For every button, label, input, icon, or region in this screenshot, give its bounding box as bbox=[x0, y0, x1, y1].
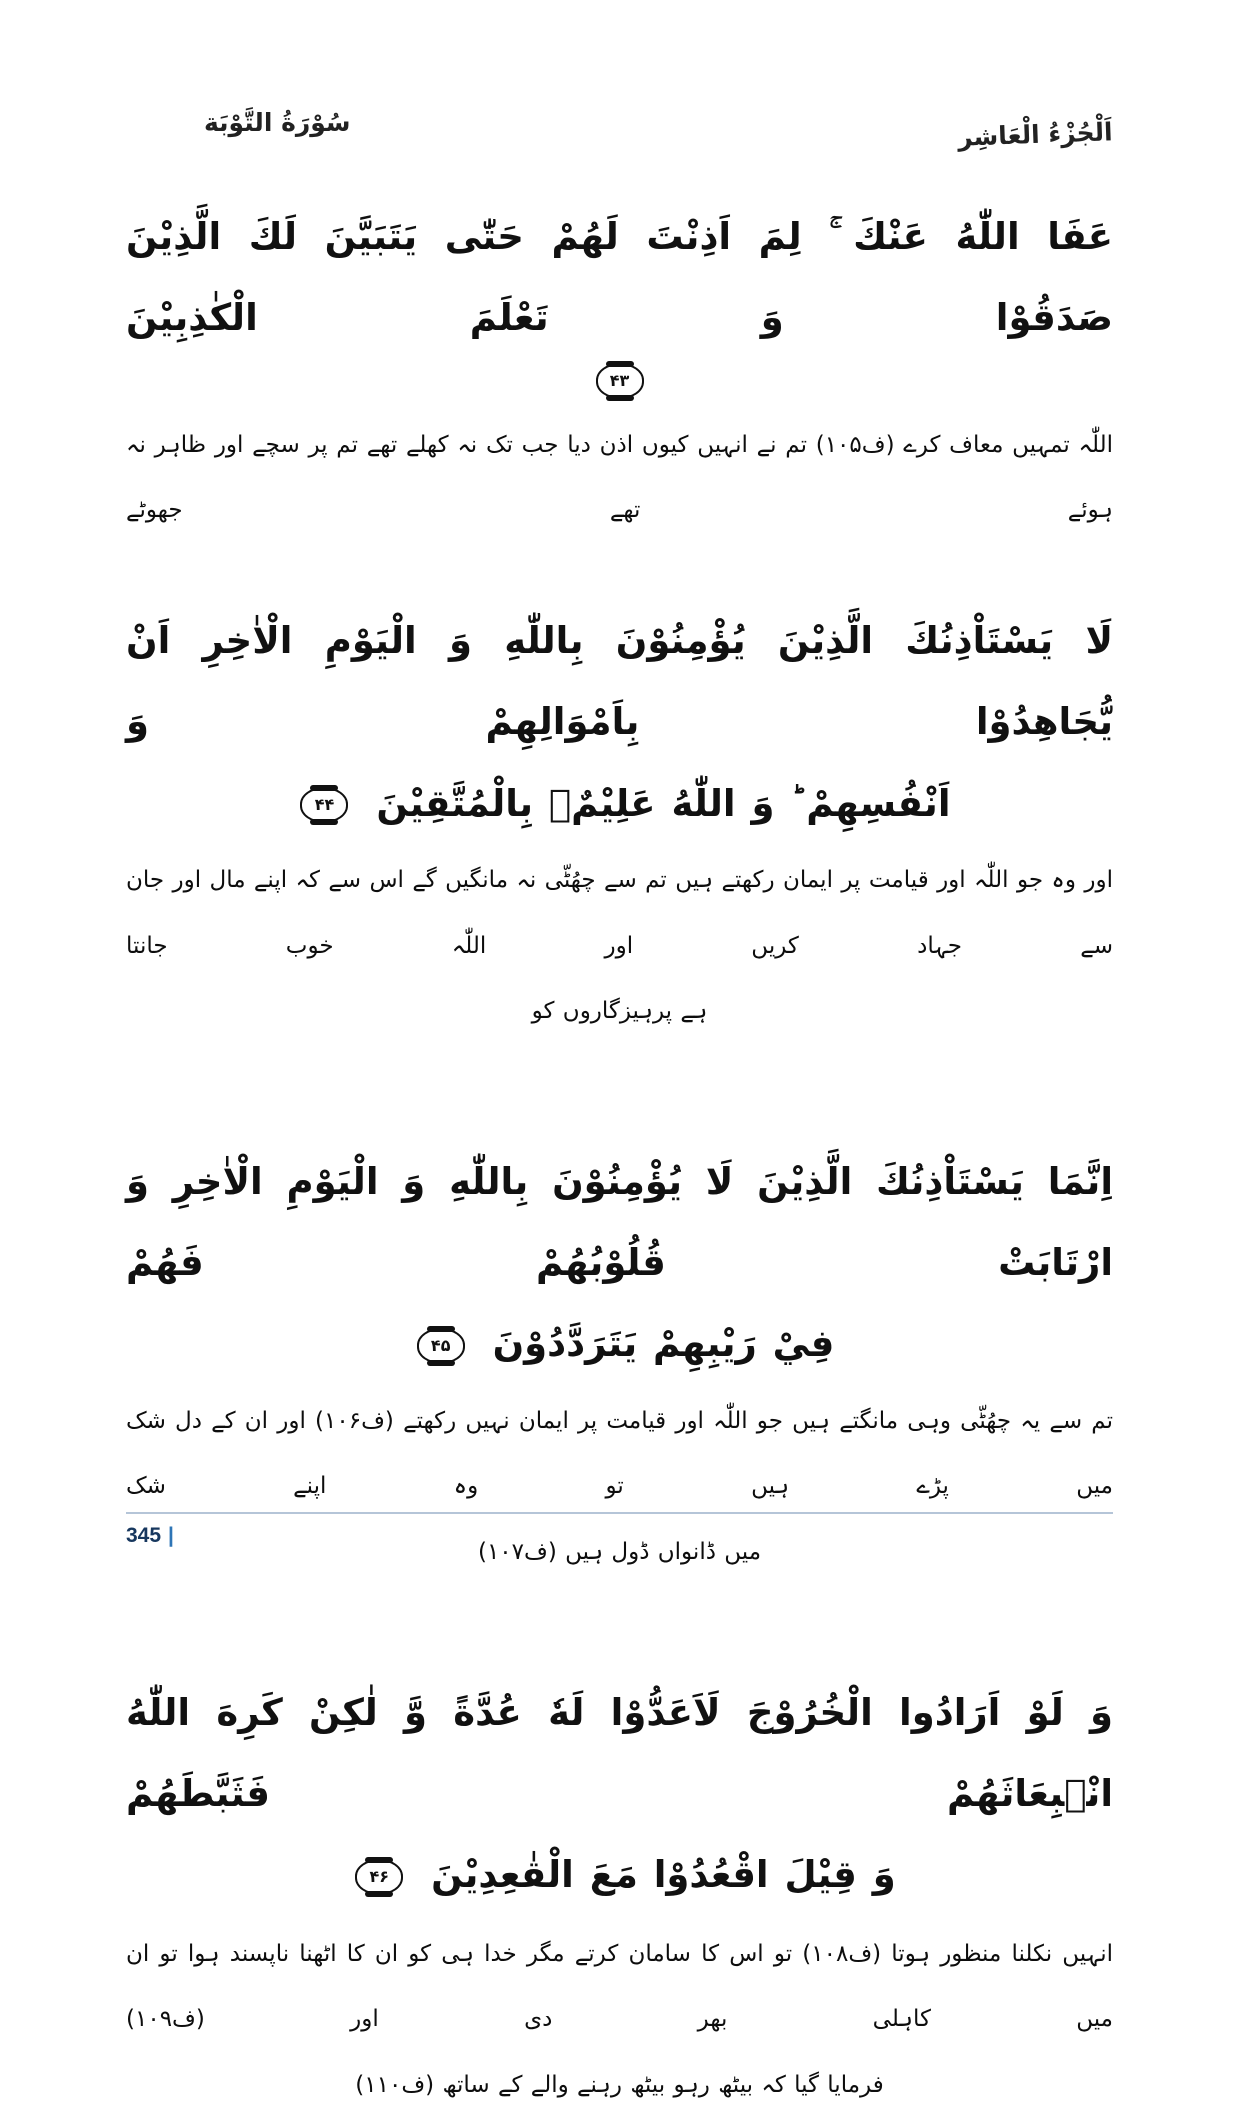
page-number: 345 bbox=[126, 1524, 162, 1547]
page-number-separator: | bbox=[168, 1524, 174, 1547]
ayah-end-marker-icon: ۴۶ bbox=[355, 1859, 403, 1895]
page-footer bbox=[126, 1512, 1113, 1548]
ayah-end-marker-icon: ۴۳ bbox=[596, 363, 644, 399]
verse-46-urdu-translation-line2: فرمایا گیا کہ بیٹھ رہو بیٹھ رہنے والے کے ساتھ (ف۱۱۰) bbox=[355, 2071, 884, 2098]
verse-44-urdu-translation-line1: اور وہ جو اللّٰہ اور قیامت پر ایمان رکھتے ہیں تم سے چھُٹّی نہ مانگیں گے اس سے کہ اپنے مال اور جان سے جہاد کریں اور اللّٰہ خوب جانتا bbox=[126, 867, 1113, 959]
surah-calligraphy-stamp: سُوْرَةُ التَّوْبَة bbox=[204, 108, 351, 137]
verse-45-urdu-translation-line2: میں ڈانواں ڈول ہیں (ف۱۰۷) bbox=[477, 1538, 762, 1565]
verse-45-arabic-text-line1: اِنَّمَا يَسْتَاْذِنُكَ الَّذِيْنَ لَا يُؤْمِنُوْنَ بِاللّٰهِ وَ الْيَوْمِ الْاٰخِرِ وَ ارْتَابَتْ قُلُوْبُهُمْ فَهُمْ bbox=[126, 1159, 1113, 1285]
verse-43-arabic-text: عَفَا اللّٰهُ عَنْكَ ۚ لِمَ اَذِنْتَ لَهُمْ حَتّٰى يَتَبَيَّنَ لَكَ الَّذِيْنَ صَدَقُوْا وَ تَعْلَمَ الْكٰذِبِيْنَ bbox=[126, 215, 1113, 340]
verse-45-arabic-text-line2 bbox=[126, 1303, 1113, 1384]
verse-43-marker-row bbox=[126, 363, 1113, 399]
verse-46-urdu-translation-line1: انہیں نکلنا منظور ہوتا (ف۱۰۸) تو اس کا سامان کرتے مگر خدا ہی کو ان کا اٹھنا ناپسند ہوا تو ان میں کاہلی بھر دی اور (ف۱۰۹) bbox=[126, 1940, 1114, 2033]
ayah-end-marker-icon: ۴۴ bbox=[300, 787, 348, 823]
page-header bbox=[126, 108, 1113, 190]
verse-44-arabic-text-line1: لَا يَسْتَاْذِنُكَ الَّذِيْنَ يُؤْمِنُوْنَ بِاللّٰهِ وَ الْيَوْمِ الْاٰخِرِ اَنْ يُّجَاهِدُوْا بِاَمْوَالِهِمْ وَ bbox=[126, 618, 1113, 744]
verse-44-arabic-text-line2 bbox=[126, 763, 1113, 844]
juz-calligraphy-stamp: اَلْجُزْءُ الْعَاشِر bbox=[957, 117, 1114, 152]
verse-46-arabic-line2-text: وَ قِيْلَ اقْعُدُوْا مَعَ الْقٰعِدِيْنَ bbox=[431, 1853, 896, 1897]
verse-45-urdu-translation-line1: تم سے یہ چھُٹّی وہی مانگتے ہیں جو اللّٰہ اور قیامت پر ایمان نہیں رکھتے (ف۱۰۶) اور ان کے دل شک میں پڑے ہیں تو وہ اپنے شک bbox=[126, 1407, 1113, 1500]
verse-44-urdu-translation-line2: ہے پرہیزگاروں کو bbox=[531, 998, 708, 1025]
verse-44-arabic-line2-text: اَنْفُسِهِمْ ؕ وَ اللّٰهُ عَلِيْمٌۢ بِالْمُتَّقِيْنَ bbox=[376, 781, 951, 825]
ayah-end-marker-icon: ۴۵ bbox=[417, 1328, 465, 1364]
verse-45-arabic-line2-text: فِيْ رَيْبِهِمْ يَتَرَدَّدُوْنَ bbox=[492, 1322, 835, 1366]
verse-46-arabic-text-line2 bbox=[126, 1834, 1113, 1915]
verse-43-urdu-translation: اللّٰہ تمہیں معاف کرے (ف۱۰۵) تم نے انہیں کیوں اذن دیا جب تک نہ کھلے تھے تم پر سچے اور ظاہر نہ ہوئے تھے جھوٹے bbox=[126, 431, 1114, 524]
verse-46-arabic-text-line1: وَ لَوْ اَرَادُوا الْخُرُوْجَ لَاَعَدُّوْا لَهٗ عُدَّةً وَّ لٰكِنْ كَرِهَ اللّٰهُ انْۢبِعَاثَهُمْ فَثَبَّطَهُمْ bbox=[126, 1690, 1113, 1815]
